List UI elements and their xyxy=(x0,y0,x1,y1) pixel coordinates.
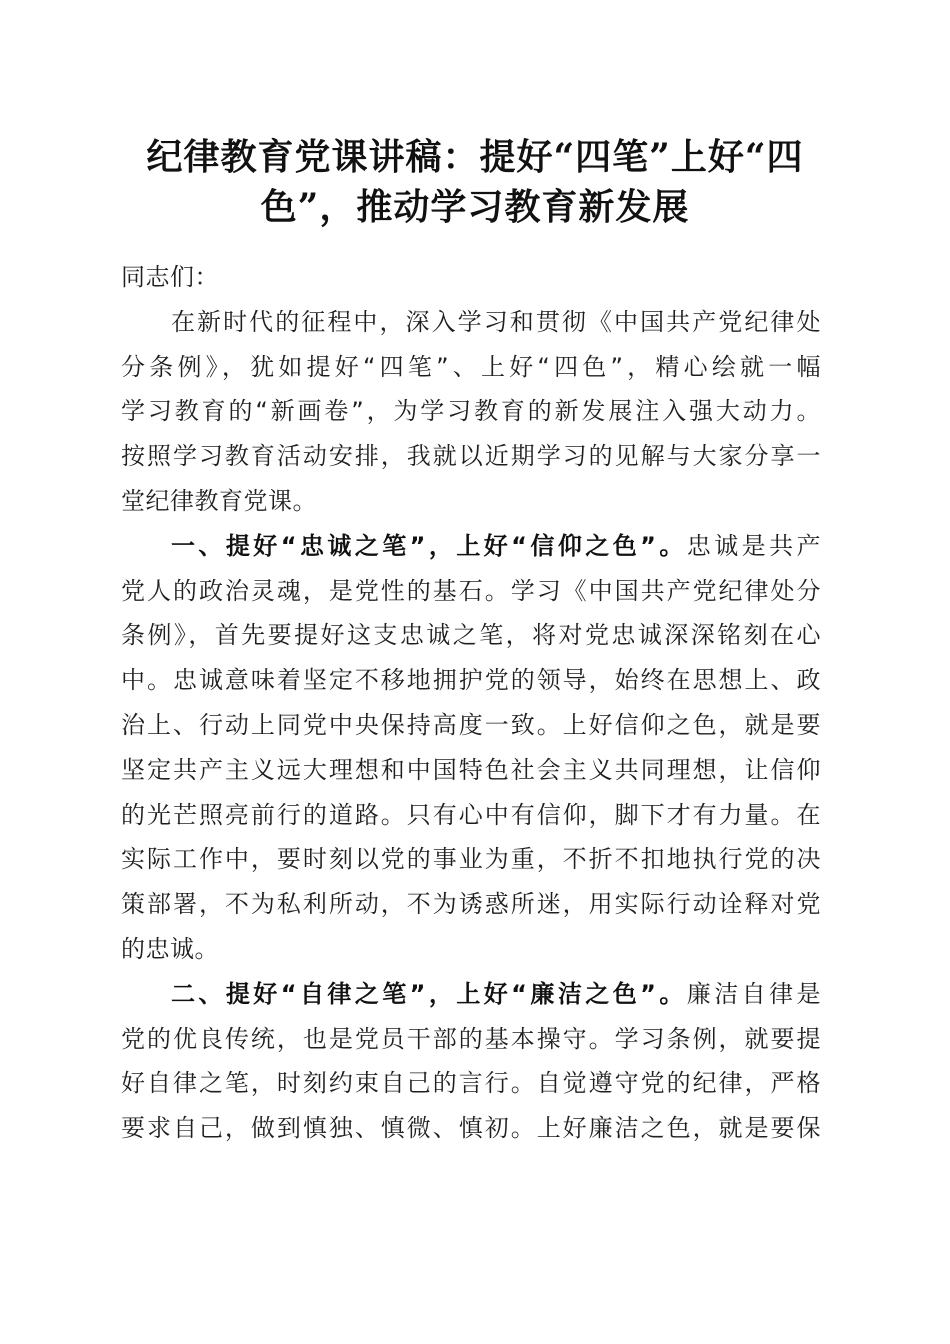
document-body xyxy=(121,255,821,1151)
paragraph-line: 的忠诚。 xyxy=(121,934,219,963)
paragraph-line: 党的优良传统，也是党员干部的基本操守。学习条例，就要提 xyxy=(121,1024,821,1053)
paragraph-line: 条例》，首先要提好这支忠诚之笔，将对党忠诚深深铭刻在心 xyxy=(121,621,821,650)
salutation: 同志们： xyxy=(121,263,219,291)
paragraph-line xyxy=(121,524,821,569)
paragraph-line: 在新时代的征程中，深入学习和贯彻《中国共产党纪律处 xyxy=(171,307,821,336)
paragraph-line: 分条例》，犹如提好“四笔”、上好“四色”，精心绘就一幅 xyxy=(121,352,821,381)
paragraph-loyalty xyxy=(121,524,821,972)
title-line-1: 纪律教育党课讲稿：提好“四笔”上好“四 xyxy=(146,136,804,178)
paragraph-integrity xyxy=(121,972,821,1151)
section-heading: 二、提好“自律之笔”，上好“廉洁之色”。 xyxy=(171,979,687,1008)
document-title xyxy=(110,132,840,232)
paragraph-line-text: 忠诚是共产 xyxy=(686,531,821,560)
paragraph-line: 策部署，不为私利所动，不为诱惑所迷，用实际行动诠释对党 xyxy=(121,890,821,919)
paragraph-line: 坚定共产主义远大理想和中国特色社会主义共同理想，让信仰 xyxy=(121,755,821,784)
paragraph-intro xyxy=(121,300,821,524)
paragraph-line xyxy=(121,972,821,1017)
paragraph-line: 学习教育的“新画卷”，为学习教育的新发展注入强大动力。 xyxy=(121,397,821,426)
paragraph-line: 要求自己，做到慎独、慎微、慎初。上好廉洁之色，就是要保 xyxy=(121,1114,821,1143)
paragraph-line: 实际工作中，要时刻以党的事业为重，不折不扣地执行党的决 xyxy=(121,845,821,874)
paragraph-line: 好自律之笔，时刻约束自己的言行。自觉遵守党的纪律，严格 xyxy=(121,1069,821,1098)
section-heading: 一、提好“忠诚之笔”，上好“信仰之色”。 xyxy=(171,531,687,560)
paragraph-line: 堂纪律教育党课。 xyxy=(121,486,317,515)
paragraph-line: 党人的政治灵魂，是党性的基石。学习《中国共产党纪律处分 xyxy=(121,576,821,605)
paragraph-line: 中。忠诚意味着坚定不移地拥护党的领导，始终在思想上、政 xyxy=(121,666,821,695)
paragraph-line: 按照学习教育活动安排，我就以近期学习的见解与大家分享一 xyxy=(121,442,821,471)
paragraph-line-text: 廉洁自律是 xyxy=(686,979,821,1008)
paragraph-line: 的光芒照亮前行的道路。只有心中有信仰，脚下才有力量。在 xyxy=(121,800,821,829)
title-line-2: 色”，推动学习教育新发展 xyxy=(260,186,690,228)
paragraph-line: 治上、行动上同党中央保持高度一致。上好信仰之色，就是要 xyxy=(121,710,821,739)
